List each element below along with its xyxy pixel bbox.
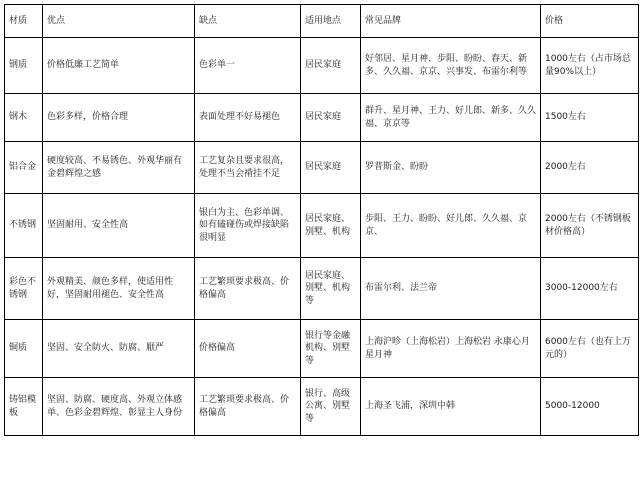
cell-place: 居民家庭 bbox=[301, 94, 361, 142]
column-header-place: 适用地点 bbox=[301, 5, 361, 38]
cell-cons: 表面处理不好易褪色 bbox=[195, 94, 301, 142]
table-row bbox=[5, 38, 639, 94]
cell-material: 钢质 bbox=[5, 38, 43, 94]
column-header-material: 材质 bbox=[5, 5, 43, 38]
cell-material: 不锈钢 bbox=[5, 194, 43, 258]
table-row bbox=[5, 378, 639, 436]
cell-price: 1500左右 bbox=[541, 94, 639, 142]
door-material-comparison-table bbox=[4, 4, 639, 436]
table-row bbox=[5, 320, 639, 378]
cell-pros: 色彩多样，价格合理 bbox=[43, 94, 195, 142]
cell-cons: 银白为主、色彩单调、如有磕碰伤或焊接缺陷很明显 bbox=[195, 194, 301, 258]
table-row bbox=[5, 94, 639, 142]
cell-cons: 工艺繁琐要求极高、价格偏高 bbox=[195, 378, 301, 436]
column-header-brands: 常见品牌 bbox=[361, 5, 541, 38]
table-row bbox=[5, 142, 639, 194]
cell-place: 居民家庭、别墅、机构等 bbox=[301, 258, 361, 320]
cell-brands: 上海圣飞浦，深圳中韩 bbox=[361, 378, 541, 436]
cell-pros: 坚固、安全防火、防腐、厭严 bbox=[43, 320, 195, 378]
cell-place: 银行等金融机构、别墅等 bbox=[301, 320, 361, 378]
cell-cons: 工艺复杂且要求很高，处理不当会褙挂不足 bbox=[195, 142, 301, 194]
cell-price: 5000-12000 bbox=[541, 378, 639, 436]
cell-place: 银行、高级公寓、别墅等 bbox=[301, 378, 361, 436]
column-header-cons: 缺点 bbox=[195, 5, 301, 38]
cell-material: 钢木 bbox=[5, 94, 43, 142]
cell-brands: 罗普斯金、盼盼 bbox=[361, 142, 541, 194]
cell-brands: 好邻居、星月神、步阳、盼盼、春天、新多、久久福、京京、兴事发、布雷尔利等 bbox=[361, 38, 541, 94]
cell-pros: 外观精美、颜色多样，使适用性好，坚固耐用褪色、安全性高 bbox=[43, 258, 195, 320]
cell-brands: 上海沪昣（上海松岩）上海松岩 永康心月 星月神 bbox=[361, 320, 541, 378]
cell-price: 2000左右 bbox=[541, 142, 639, 194]
cell-material: 铸铝模板 bbox=[5, 378, 43, 436]
cell-material: 彩色不锈钢 bbox=[5, 258, 43, 320]
column-header-pros: 优点 bbox=[43, 5, 195, 38]
cell-price: 3000-12000左右 bbox=[541, 258, 639, 320]
cell-material: 铜质 bbox=[5, 320, 43, 378]
cell-price: 1000左右（占市场总量90%以上） bbox=[541, 38, 639, 94]
table-header bbox=[5, 5, 639, 38]
cell-material: 铝合金 bbox=[5, 142, 43, 194]
cell-place: 居民家庭 bbox=[301, 38, 361, 94]
table-header-row bbox=[5, 5, 639, 38]
table-row bbox=[5, 258, 639, 320]
cell-pros: 坚固耐用、安全性高 bbox=[43, 194, 195, 258]
cell-pros: 硬度较高、不易锈色、外观华丽有金碧辉煌之感 bbox=[43, 142, 195, 194]
cell-brands: 步阳、王力、盼盼、好儿郎、久久福、京京、 bbox=[361, 194, 541, 258]
cell-cons: 色彩单一 bbox=[195, 38, 301, 94]
cell-pros: 价格低廉工艺简单 bbox=[43, 38, 195, 94]
table-body bbox=[5, 38, 639, 436]
cell-place: 居民家庭 bbox=[301, 142, 361, 194]
cell-pros: 坚固、防腐、硬度高、外观立体感单、色彩金碧辉煌、彰显主人身份 bbox=[43, 378, 195, 436]
cell-cons: 价格偏高 bbox=[195, 320, 301, 378]
cell-place: 居民家庭、别墅、机构 bbox=[301, 194, 361, 258]
cell-price: 6000左右（也有上万元的） bbox=[541, 320, 639, 378]
cell-cons: 工艺繁琐要求极高、价格偏高 bbox=[195, 258, 301, 320]
column-header-price: 价格 bbox=[541, 5, 639, 38]
cell-price: 2000左右（不锈钢板材价格高） bbox=[541, 194, 639, 258]
cell-brands: 布雷尔利、法兰帝 bbox=[361, 258, 541, 320]
cell-brands: 群升、星月神、王力、好儿郎、新多、久久福、京京等 bbox=[361, 94, 541, 142]
table-row bbox=[5, 194, 639, 258]
